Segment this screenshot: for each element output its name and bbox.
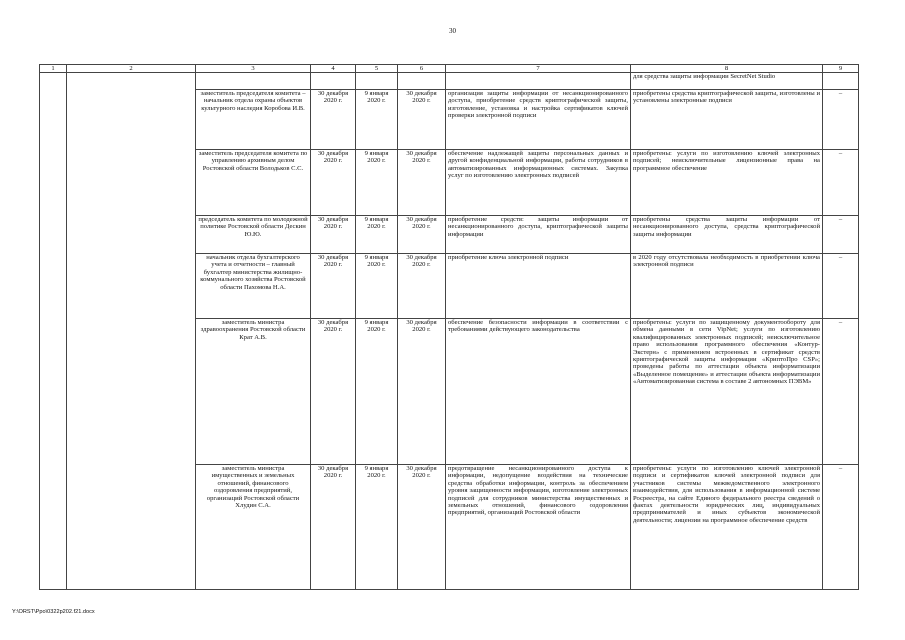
cell-col-2 bbox=[67, 254, 196, 319]
cell-col-8: в 2020 году отсутствовала необходимость в приобретении ключа электронной подписи bbox=[631, 254, 823, 319]
cell-col-9 bbox=[823, 73, 859, 90]
cell-col-7: организация защиты информации от несанкционированного доступа, приобретение средств криптографической защиты, изготовление, установка и настройка сертификатов ключей проверки электронной подписи bbox=[446, 90, 631, 150]
cell-col-2 bbox=[67, 150, 196, 216]
cell-col-4 bbox=[311, 73, 356, 90]
cell-col-9: – bbox=[823, 150, 859, 216]
cell-col-8: приобретены: услуги по изготовлению ключей электронных подписей; неисключительные лицензионные права на программное обеспечение bbox=[631, 150, 823, 216]
cell-col-6: 30 декабря 2020 г. bbox=[398, 90, 446, 150]
col-header-2: 2 bbox=[67, 65, 196, 73]
cell-col-4: 30 декабря 2020 г. bbox=[311, 216, 356, 254]
cell-col-8: для средства защиты информации SecretNet Studio bbox=[631, 73, 823, 90]
cell-col-7: приобретение средств: защиты информации от несанкционированного доступа, криптографической защиты информации bbox=[446, 216, 631, 254]
col-header-5: 5 bbox=[356, 65, 398, 73]
cell-col-7: обеспечение безопасности информации в соответствии с требованиями действующего законодательства bbox=[446, 319, 631, 465]
cell-col-3: заместитель председателя комитета – начальник отдела охраны объектов культурного наследия Коробова И.В. bbox=[196, 90, 311, 150]
document-table bbox=[39, 64, 859, 590]
table-row bbox=[40, 254, 859, 319]
page-number: 30 bbox=[449, 27, 456, 35]
cell-col-4: 30 декабря 2020 г. bbox=[311, 319, 356, 465]
cell-col-8: приобретены средства криптографической защиты, изготовлены и установлены электронные подписи bbox=[631, 90, 823, 150]
cell-col-1 bbox=[40, 150, 67, 216]
cell-col-5: 9 января 2020 г. bbox=[356, 216, 398, 254]
cell-col-7: обеспечение надлежащей защиты персональных данных и другой конфиденциальной информации, работы сотрудников в автоматизированных информационных системах. Закупка услуг по изготовлению электронных подписей bbox=[446, 150, 631, 216]
cell-col-6: 30 декабря 2020 г. bbox=[398, 319, 446, 465]
cell-col-8: приобретены средства защиты информации от несанкционированного доступа, средства криптографической защиты информации bbox=[631, 216, 823, 254]
cell-col-2 bbox=[67, 73, 196, 90]
cell-col-3: заместитель председателя комитета по управлению архивным делом Ростовской области Володьков С.С. bbox=[196, 150, 311, 216]
cell-col-5: 9 января 2020 г. bbox=[356, 465, 398, 590]
cell-col-4: 30 декабря 2020 г. bbox=[311, 465, 356, 590]
cell-col-3: заместитель министра здравоохранения Ростовской области Крат А.В. bbox=[196, 319, 311, 465]
cell-col-7: предотвращение несанкционированного доступа к информации, недопущение воздействия на технические средства обработки информации, контроль за обеспечением уровня защищенности информации, изготовление электронных подписей для сотрудников министерства имущественных и земельных отношений, финансового оздоровления предприятий, организаций Ростовской области bbox=[446, 465, 631, 590]
cell-col-9: – bbox=[823, 254, 859, 319]
cell-col-5: 9 января 2020 г. bbox=[356, 90, 398, 150]
cell-col-8: приобретены: услуги по защищенному документообороту для обмена данными в сети VipNet; услуги по изготовлению квалифицированных электронных подписей; неисключительное право использования программного обеспечения «Контур-Экстерн» с применением встроенных в сертификат средств криптографической защиты информации «КриптоПро CSP»; проведены работы по аттестации объекта информатизации «Выделенное помещение» и аттестации объекта информатизации «Автоматизированная система в составе 2 автономных ПЭВМ» bbox=[631, 319, 823, 465]
table-row bbox=[40, 150, 859, 216]
cell-col-5: 9 января 2020 г. bbox=[356, 254, 398, 319]
cell-col-6: 30 декабря 2020 г. bbox=[398, 465, 446, 590]
cell-col-1 bbox=[40, 254, 67, 319]
table-row bbox=[40, 90, 859, 150]
cell-col-6: 30 декабря 2020 г. bbox=[398, 254, 446, 319]
cell-col-2 bbox=[67, 319, 196, 465]
column-header-row bbox=[40, 65, 859, 73]
cell-col-3: председатель комитета по молодежной политике Ростовской области Дескин Ю.Ю. bbox=[196, 216, 311, 254]
cell-col-9: – bbox=[823, 90, 859, 150]
footer-file-path: Y:\ORST\Ppo\0322p202.f21.docx bbox=[12, 609, 95, 615]
cell-col-1 bbox=[40, 465, 67, 590]
cell-col-4: 30 декабря 2020 г. bbox=[311, 90, 356, 150]
table-row bbox=[40, 216, 859, 254]
col-header-7: 7 bbox=[446, 65, 631, 73]
col-header-9: 9 bbox=[823, 65, 859, 73]
cell-col-6 bbox=[398, 73, 446, 90]
cell-col-9: – bbox=[823, 465, 859, 590]
cell-col-2 bbox=[67, 465, 196, 590]
col-header-1: 1 bbox=[40, 65, 67, 73]
cell-col-5: 9 января 2020 г. bbox=[356, 319, 398, 465]
cell-col-2 bbox=[67, 216, 196, 254]
cell-col-5: 9 января 2020 г. bbox=[356, 150, 398, 216]
cell-col-7 bbox=[446, 73, 631, 90]
cell-col-5 bbox=[356, 73, 398, 90]
cell-col-6: 30 декабря 2020 г. bbox=[398, 216, 446, 254]
table-row bbox=[40, 319, 859, 465]
cell-col-3: начальник отдела бухгалтерского учета и отчетности – главный бухгалтер министерства жилищно-коммунального хозяйства Ростовской области Пахомова Н.А. bbox=[196, 254, 311, 319]
cell-col-4: 30 декабря 2020 г. bbox=[311, 150, 356, 216]
table-row bbox=[40, 73, 859, 90]
cell-col-2 bbox=[67, 90, 196, 150]
cell-col-4: 30 декабря 2020 г. bbox=[311, 254, 356, 319]
cell-col-1 bbox=[40, 73, 67, 90]
cell-col-1 bbox=[40, 90, 67, 150]
col-header-6: 6 bbox=[398, 65, 446, 73]
cell-col-9: – bbox=[823, 319, 859, 465]
cell-col-7: приобретение ключа электронной подписи bbox=[446, 254, 631, 319]
cell-col-9: – bbox=[823, 216, 859, 254]
cell-col-1 bbox=[40, 216, 67, 254]
cell-col-8: приобретены: услуги по изготовлению ключей электронной подписи и сертификатов ключей электронной подписи для участников системы межведомственного электронного взаимодействия, для использования в информационной системе Росреестра, на сайте Единого федерального реестра сведений о фактах деятельности юридических лиц, индивидуальных предпринимателей и иных субъектов экономической деятельности; лицензии на программное обеспечение средств bbox=[631, 465, 823, 590]
table-row bbox=[40, 465, 859, 590]
cell-col-3: заместитель министра имущественных и земельных отношений, финансового оздоровления предприятий, организаций Ростовской области Хлудин С.А. bbox=[196, 465, 311, 590]
col-header-8: 8 bbox=[631, 65, 823, 73]
col-header-3: 3 bbox=[196, 65, 311, 73]
cell-col-1 bbox=[40, 319, 67, 465]
cell-col-3 bbox=[196, 73, 311, 90]
cell-col-6: 30 декабря 2020 г. bbox=[398, 150, 446, 216]
col-header-4: 4 bbox=[311, 65, 356, 73]
